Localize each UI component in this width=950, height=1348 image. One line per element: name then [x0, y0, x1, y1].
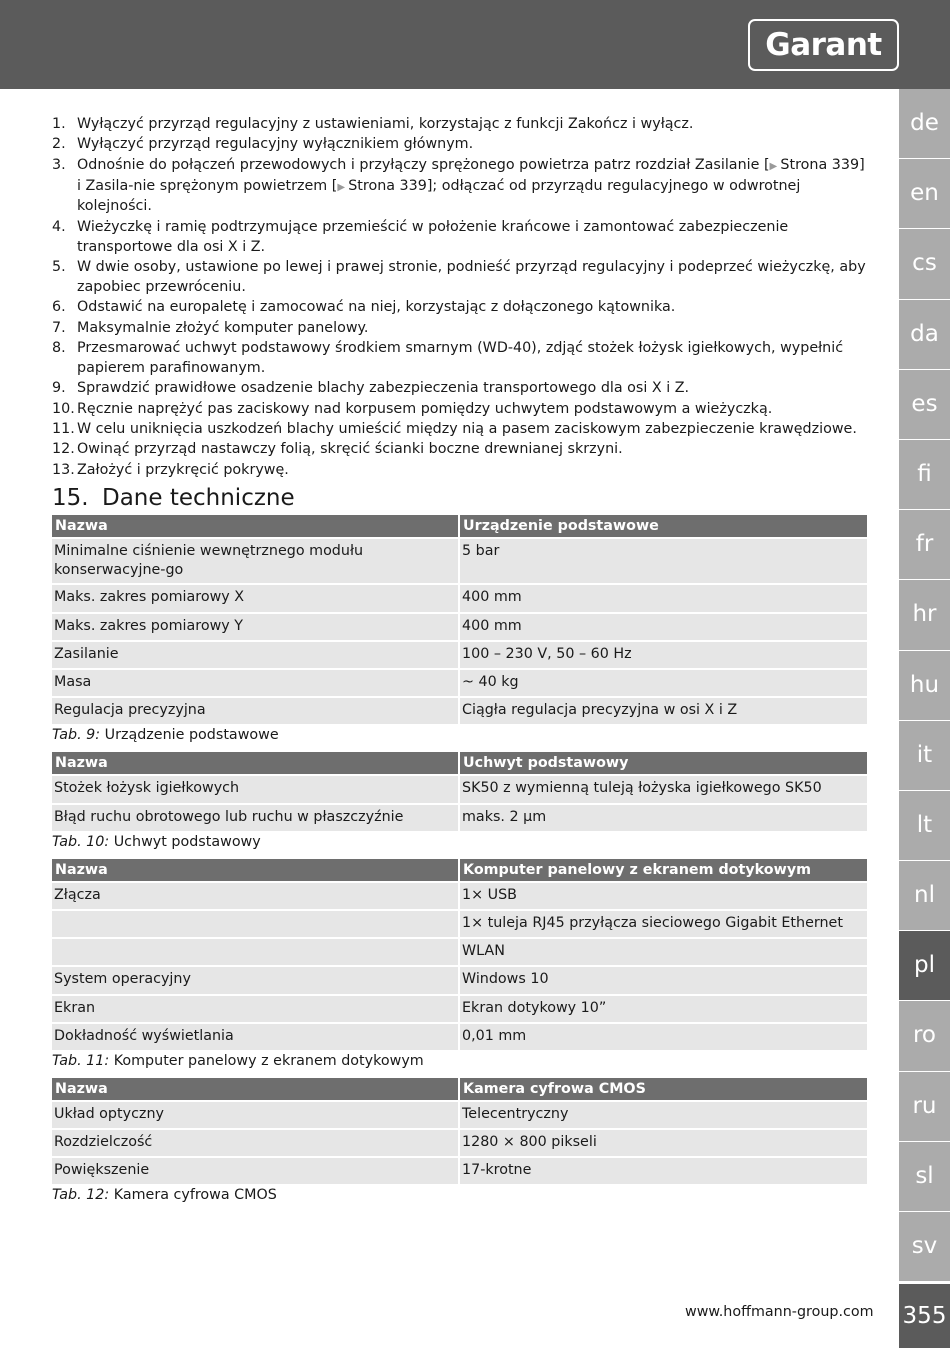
step-number: 8. — [52, 339, 66, 356]
table-cell: Ciągła regulacja precyzyjna w osi X i Z — [460, 696, 867, 724]
table-cell: Maks. zakres pomiarowy Y — [52, 612, 460, 640]
language-tab-hu[interactable]: hu — [899, 651, 950, 721]
table-caption-text: Komputer panelowy z ekranem dotykowym — [113, 1052, 424, 1069]
table-caption-label: Tab. 10: — [52, 833, 110, 850]
table-header-cell: Nazwa — [52, 1078, 460, 1100]
table-row — [52, 1128, 867, 1156]
step-text: Ręcznie naprężyć pas zaciskowy nad korpusem pomiędzy uchwytem podstawowym a wieżyczką. — [77, 400, 773, 417]
step-item — [52, 156, 867, 217]
spec-table — [52, 752, 867, 830]
step-text: Przesmarować uchwyt podstawowy środkiem smarnym (WD-40), zdjąć stożek łożysk igiełkowych, wypełnić papierem parafinowanym. — [77, 339, 844, 376]
step-number: 6. — [52, 299, 66, 316]
step-item — [52, 298, 867, 318]
spec-tables — [52, 515, 867, 1212]
page-reference-link[interactable]: Strona 339 — [348, 177, 427, 194]
step-number: 2. — [52, 136, 66, 153]
language-tab-fi[interactable]: fi — [899, 440, 950, 510]
table-caption-text: Uchwyt podstawowy — [113, 833, 261, 850]
step-text — [77, 156, 867, 217]
table-cell: 1× tuleja RJ45 przyłącza sieciowego Gigabit Ethernet — [460, 909, 867, 937]
table-cell: Błąd ruchu obrotowego lub ruchu w płaszczyźnie — [52, 803, 460, 831]
footer-url[interactable]: www.hoffmann-group.com — [685, 1304, 874, 1320]
language-tab-ru[interactable]: ru — [899, 1072, 950, 1142]
table-cell: Windows 10 — [460, 965, 867, 993]
step-item — [52, 319, 867, 339]
language-tab-es[interactable]: es — [899, 370, 950, 440]
table-row — [52, 537, 867, 583]
table-header-row — [52, 515, 867, 537]
step-list — [52, 115, 867, 480]
step-number: 11. — [52, 420, 75, 437]
main-content — [52, 115, 867, 1212]
step-item — [52, 440, 867, 460]
table-cell: 5 bar — [460, 537, 867, 583]
table-header-row — [52, 752, 867, 774]
step-item — [52, 461, 867, 481]
garant-logo: Garant — [748, 19, 899, 71]
language-sidebar — [899, 89, 950, 1282]
table-cell: Ekran — [52, 994, 460, 1022]
spec-table — [52, 515, 867, 724]
table-caption — [52, 1184, 867, 1212]
table-cell: Minimalne ciśnienie wewnętrznego modułu konserwacyjne-go — [52, 537, 460, 583]
table-cell: 0,01 mm — [460, 1022, 867, 1050]
step-number: 1. — [52, 116, 66, 132]
table-header-row — [52, 859, 867, 881]
page-header — [0, 0, 950, 89]
step-text: Sprawdzić prawidłowe osadzenie blachy zabezpieczenia transportowego dla osi X i Z. — [77, 380, 690, 397]
language-tab-sl[interactable]: sl — [899, 1142, 950, 1212]
table-caption-label: Tab. 12: — [52, 1187, 110, 1204]
table-row — [52, 774, 867, 802]
language-tab-ro[interactable]: ro — [899, 1001, 950, 1071]
table-header-cell: Komputer panelowy z ekranem dotykowym — [460, 859, 867, 881]
language-tab-cs[interactable]: cs — [899, 229, 950, 299]
table-caption — [52, 724, 867, 752]
step-number: 12. — [52, 441, 75, 458]
step-text: Założyć i przykręcić pokrywę. — [77, 461, 289, 478]
table-row — [52, 909, 867, 937]
table-cell: 17-krotne — [460, 1156, 867, 1184]
table-cell: maks. 2 µm — [460, 803, 867, 831]
table-cell: Masa — [52, 668, 460, 696]
step-text: Wyłączyć przyrząd regulacyjny z ustawieniami, korzystając z funkcji Zakończ i wyłącz. — [77, 116, 694, 132]
language-tab-pl[interactable]: pl — [899, 931, 950, 1001]
step-text-part: ]; odłączać od przyrządu regulacyjnego w odwrotnej kolejności. — [77, 177, 801, 215]
table-cell: Układ optyczny — [52, 1100, 460, 1128]
page-reference-arrow-icon: ▶ — [769, 160, 781, 172]
step-number: 10. — [52, 400, 75, 417]
step-item — [52, 339, 867, 379]
section-number: 15. — [52, 485, 89, 512]
step-number: 13. — [52, 461, 75, 478]
table-header-cell: Uchwyt podstawowy — [460, 752, 867, 774]
step-item — [52, 400, 867, 420]
step-number: 5. — [52, 258, 66, 275]
table-row — [52, 965, 867, 993]
table-cell: 100 – 230 V, 50 – 60 Hz — [460, 640, 867, 668]
table-header-cell: Nazwa — [52, 515, 460, 537]
table-row — [52, 881, 867, 909]
language-tab-da[interactable]: da — [899, 300, 950, 370]
table-cell: Dokładność wyświetlania — [52, 1022, 460, 1050]
language-tab-lt[interactable]: lt — [899, 791, 950, 861]
table-cell: 400 mm — [460, 612, 867, 640]
step-number: 3. — [52, 156, 66, 173]
step-item — [52, 379, 867, 399]
table-row — [52, 1022, 867, 1050]
step-item — [52, 115, 867, 135]
section-title: Dane techniczne — [102, 485, 295, 512]
table-row — [52, 583, 867, 611]
step-text: Maksymalnie złożyć komputer panelowy. — [77, 319, 369, 336]
step-number: 4. — [52, 218, 66, 235]
table-cell: 400 mm — [460, 583, 867, 611]
table-cell: 1× USB — [460, 881, 867, 909]
table-row — [52, 994, 867, 1022]
table-row — [52, 640, 867, 668]
table-caption — [52, 831, 867, 859]
table-row — [52, 612, 867, 640]
table-cell: Rozdzielczość — [52, 1128, 460, 1156]
language-tab-de[interactable]: de — [899, 89, 950, 159]
table-cell: Powiększenie — [52, 1156, 460, 1184]
page-number: 355 — [899, 1284, 950, 1348]
table-caption-label: Tab. 9: — [52, 727, 101, 744]
step-item — [52, 258, 867, 298]
table-header-cell: Nazwa — [52, 859, 460, 881]
language-tab-hr[interactable]: hr — [899, 580, 950, 650]
table-caption-text: Urządzenie podstawowe — [104, 727, 279, 744]
table-cell: SK50 z wymienną tuleją łożyska igiełkowego SK50 — [460, 774, 867, 802]
section-heading — [52, 483, 867, 515]
table-row — [52, 1100, 867, 1128]
step-text: W dwie osoby, ustawione po lewej i prawej stronie, podnieść przyrząd regulacyjny i podeprzeć wieżyczkę, aby zapobiec przewróceniu. — [77, 258, 866, 295]
table-cell — [52, 909, 460, 937]
language-tab-en[interactable]: en — [899, 159, 950, 229]
step-text: W celu uniknięcia uszkodzeń blachy umieścić między nią a pasem zaciskowym zabezpieczenie krawędziowe. — [77, 420, 857, 437]
table-cell: WLAN — [460, 937, 867, 965]
table-cell: Regulacja precyzyjna — [52, 696, 460, 724]
table-cell: Stożek łożysk igiełkowych — [52, 774, 460, 802]
step-text: Odstawić na europaletę i zamocować na niej, korzystając z dołączonego kątownika. — [77, 299, 676, 316]
table-cell: System operacyjny — [52, 965, 460, 993]
spec-table — [52, 859, 867, 1050]
step-text: Owinąć przyrząd nastawczy folią, skręcić ścianki boczne drewnianej skrzyni. — [77, 441, 623, 458]
step-text: Wyłączyć przyrząd regulacyjny wyłącznikiem głównym. — [77, 136, 474, 153]
language-tab-nl[interactable]: nl — [899, 861, 950, 931]
table-row — [52, 696, 867, 724]
page-reference-link[interactable]: Strona 339 — [780, 156, 860, 173]
table-cell: Zasilanie — [52, 640, 460, 668]
table-caption-text: Kamera cyfrowa CMOS — [113, 1187, 277, 1204]
table-cell: ~ 40 kg — [460, 668, 867, 696]
language-tab-it[interactable]: it — [899, 721, 950, 791]
step-text-part: ] i Zasila-nie sprężonym powietrzem [ — [77, 156, 865, 194]
table-caption — [52, 1050, 867, 1078]
step-item — [52, 135, 867, 155]
table-row — [52, 668, 867, 696]
table-header-cell: Urządzenie podstawowe — [460, 515, 867, 537]
page-reference-arrow-icon: ▶ — [337, 181, 349, 193]
table-header-cell: Kamera cyfrowa CMOS — [460, 1078, 867, 1100]
table-header-row — [52, 1078, 867, 1100]
table-cell — [52, 937, 460, 965]
table-header-cell: Nazwa — [52, 752, 460, 774]
step-number: 9. — [52, 380, 66, 397]
language-tab-fr[interactable]: fr — [899, 510, 950, 580]
table-cell: 1280 × 800 pikseli — [460, 1128, 867, 1156]
step-item — [52, 420, 867, 440]
step-number: 7. — [52, 319, 66, 336]
language-tab-sv[interactable]: sv — [899, 1212, 950, 1282]
step-text: Wieżyczkę i ramię podtrzymujące przemieścić w położenie krańcowe i zamontować zabezpieczenie transportowe dla osi X i Z. — [77, 218, 789, 255]
step-text-part: Odnośnie do połączeń przewodowych i przyłączy sprężonego powietrza patrz rozdział Zasilanie [ — [77, 156, 770, 173]
table-cell: Ekran dotykowy 10” — [460, 994, 867, 1022]
table-cell: Złącza — [52, 881, 460, 909]
table-cell: Telecentryczny — [460, 1100, 867, 1128]
table-row — [52, 937, 867, 965]
step-item — [52, 218, 867, 258]
table-row — [52, 803, 867, 831]
table-row — [52, 1156, 867, 1184]
table-caption-label: Tab. 11: — [52, 1052, 110, 1069]
spec-table — [52, 1078, 867, 1185]
table-cell: Maks. zakres pomiarowy X — [52, 583, 460, 611]
